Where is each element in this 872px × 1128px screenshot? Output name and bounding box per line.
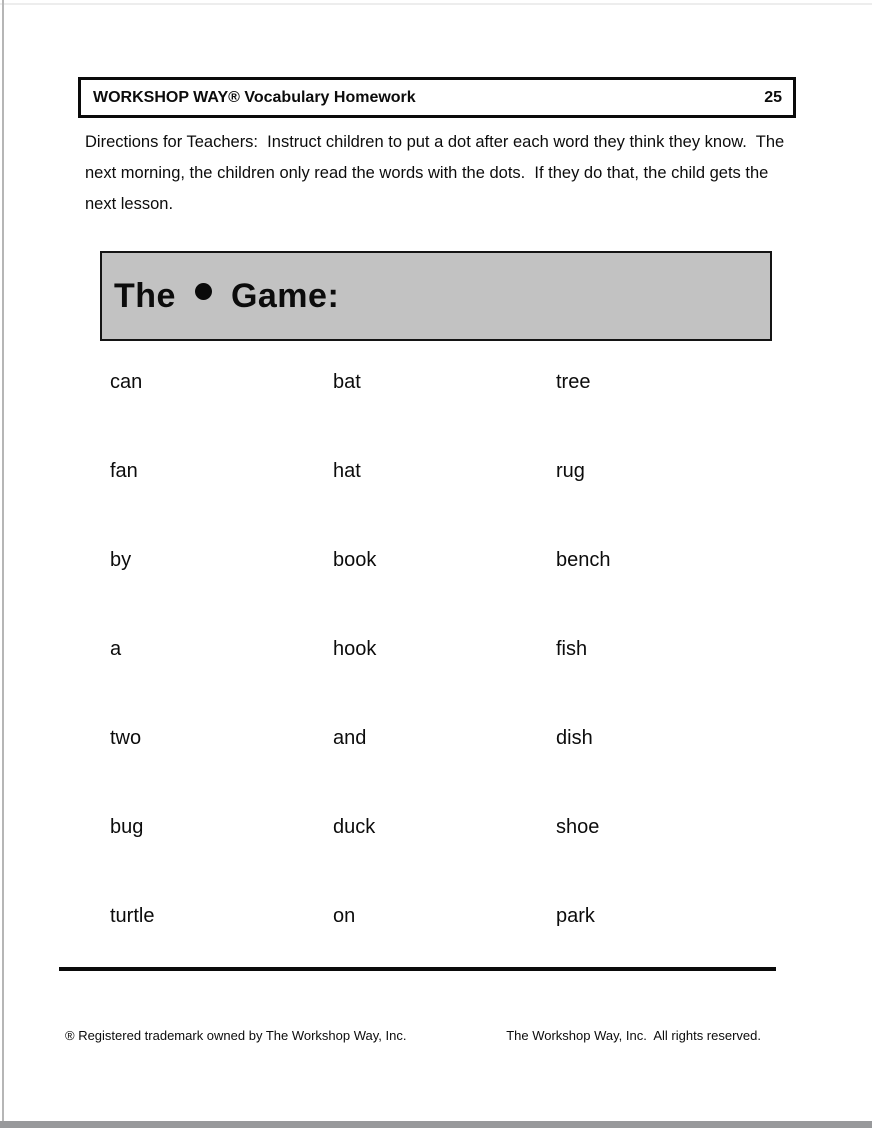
word: book — [333, 549, 377, 571]
word: hat — [333, 460, 361, 482]
word: bat — [333, 371, 361, 393]
footer-copyright: The Workshop Way, Inc. All rights reserved. — [506, 1028, 761, 1043]
word: a — [110, 638, 122, 660]
word: on — [333, 905, 356, 927]
word: hook — [333, 638, 377, 660]
word: rug — [556, 460, 585, 482]
game-title-box — [100, 251, 772, 341]
word: fish — [556, 638, 588, 660]
game-title-the: The — [114, 276, 176, 315]
word: can — [110, 371, 143, 393]
word: bug — [110, 816, 144, 838]
word: park — [556, 905, 595, 927]
word: bench — [556, 549, 611, 571]
word: and — [333, 727, 367, 749]
game-title — [114, 277, 339, 316]
header-title: WORKSHOP WAY® Vocabulary Homework — [93, 88, 416, 106]
scan-edge-left — [2, 0, 4, 1128]
footer-trademark-note: ® Registered trademark owned by The Workshop Way, Inc. — [65, 1028, 407, 1043]
word: tree — [556, 371, 591, 393]
word: turtle — [110, 905, 155, 927]
scan-edge-bottom — [0, 1121, 872, 1128]
word: shoe — [556, 816, 600, 838]
footer — [65, 1028, 761, 1043]
word: fan — [110, 460, 138, 482]
word: duck — [333, 816, 376, 838]
header-bar — [78, 77, 796, 118]
footer-divider — [59, 967, 776, 971]
word: by — [110, 549, 132, 571]
teacher-directions: Directions for Teachers: Instruct children to put a dot after each word they think they know. The next morning, the children only read the words with the dots. If they do that, the child gets the next lesson. — [85, 133, 789, 213]
game-title-game: Game: — [230, 276, 340, 315]
word-grid — [110, 372, 716, 995]
word: two — [110, 727, 142, 749]
scan-edge-top — [0, 3, 872, 5]
page-number: 25 — [764, 88, 782, 106]
word: dish — [556, 727, 593, 749]
dot-icon — [195, 283, 212, 300]
